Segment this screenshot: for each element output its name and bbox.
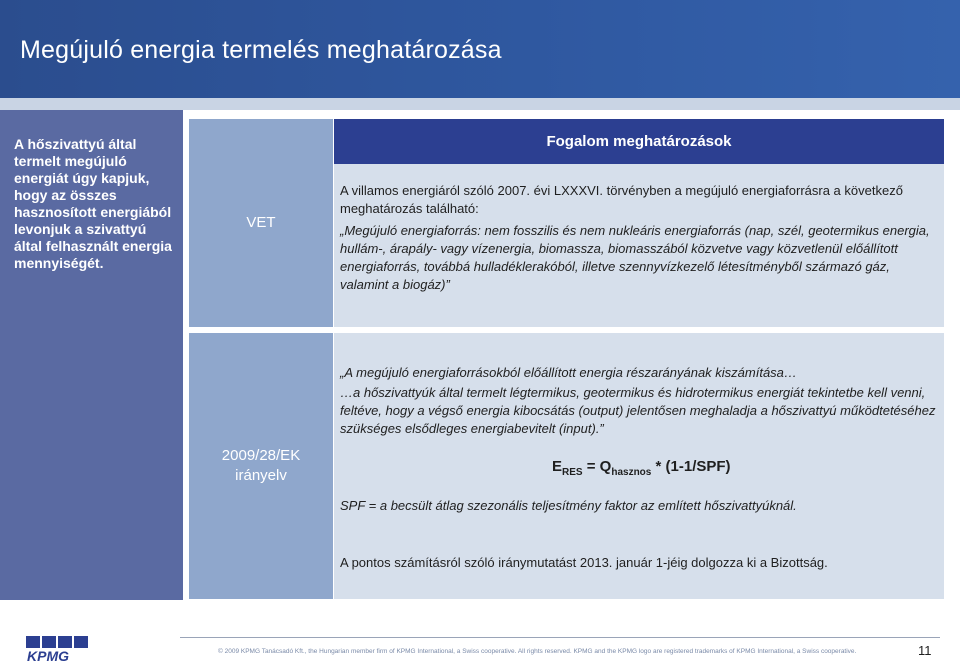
vet-intro: A villamos energiáról szóló 2007. évi LXXXVI. törvényben a megújuló energiaforrásra a következő meghatározás található: [340, 183, 903, 216]
vet-definition-quote: „Megújuló energiaforrás: nem fosszilis és nem nukleáris energiaforrás (nap, szél, geotermikus energia, hullám-, árapály- vagy vízenergia, biomassza, biomasszából közvetve vagy közvetlenül előállított energiaforrás, továbbá hulladéklerakóból, illetve szennyvízkezelő létesítményből származó gáz, valamint a biogáz)” [340, 223, 930, 292]
left-summary-panel [0, 110, 183, 600]
divider-bar [0, 98, 960, 110]
formula-rhs: * (1-1/SPF) [651, 458, 731, 475]
section-heading: Fogalom meghatározások [334, 119, 944, 164]
spf-note: SPF = a becsült átlag szezonális teljesítmény faktor az említett hőszivattyúknál. [340, 498, 797, 513]
directive-label-text: 2009/28/EK irányelv [221, 447, 301, 484]
vet-label: VET [189, 119, 333, 327]
copyright-text: © 2009 KPMG Tanácsadó Kft., the Hungarian member firm of KPMG International, a Swiss cooperative. All rights reserved. KPMG and the KPMG logo are registered trademarks of KPMG International, a Swiss cooperative. [218, 648, 857, 655]
formula-e: E [552, 458, 563, 475]
svg-text:KPMG: KPMG [27, 648, 69, 662]
page-number: 11 [918, 643, 932, 658]
summary-text: A hőszivattyú által termelt megújuló energiát úgy kapjuk, hogy az összes hasznosított energiából levonjuk a szivattyú által felhasznált energia mennyiségét. [14, 136, 172, 271]
kpmg-logo [26, 636, 90, 662]
formula-res: RES [562, 467, 583, 478]
slide-title: Megújuló energia termelés meghatározása [20, 36, 502, 64]
res-formula [552, 458, 731, 478]
directive-quote-body: …a hőszivattyúk által termelt légtermikus, geotermikus és hidrotermikus energiát tekintetbe kell venni, feltéve, hogy a végső energia kibocsátás (output) jelentősen meghaladja a hőszivattyú működtetéséhez szükséges elsődleges energiabevitelt (input).” [340, 385, 936, 436]
footer-divider [180, 637, 940, 638]
formula-hasznos: hasznos [611, 467, 652, 478]
directive-quote-title: „A megújuló energiaforrásokból előállított energia részarányának kiszámítása… [340, 365, 797, 380]
title-bar [0, 0, 960, 98]
directive-label [189, 333, 333, 599]
formula-eq-q: = Q [582, 458, 612, 475]
guidance-note: A pontos számításról szóló iránymutatást 2013. január 1-jéig dolgozza ki a Bizottság. [340, 555, 828, 570]
